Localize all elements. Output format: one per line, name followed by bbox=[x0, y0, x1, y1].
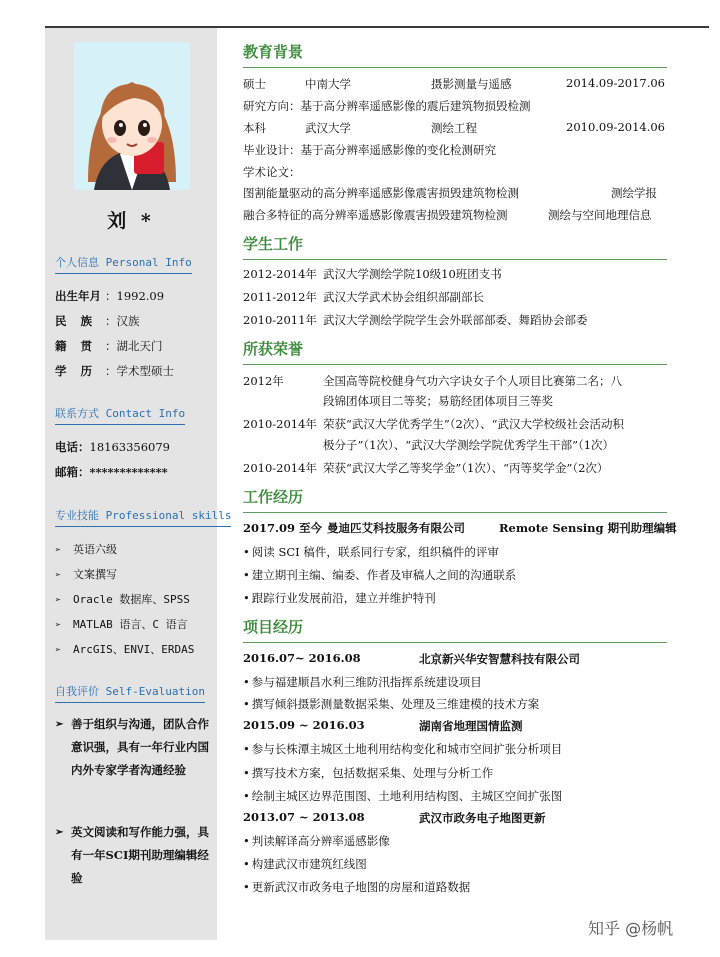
paper-title: 图割能量驱动的高分辨率遥感影像震害损毁建筑物检测 bbox=[243, 186, 519, 200]
sidebar bbox=[45, 28, 232, 940]
org: 北京新兴华安智慧科技有限公司 bbox=[419, 652, 580, 666]
section-title: 所获荣誉 bbox=[243, 340, 304, 358]
period: 2010.09-2014.06 bbox=[566, 120, 665, 134]
master-research: 研究方向：基于高分辨率遥感影像的震后建筑物损毁检测 bbox=[243, 99, 531, 113]
period: 2010-2014年 bbox=[243, 417, 317, 431]
project-bullet: • 参与福建顺昌水利三维防汛指挥系统建设项目 bbox=[243, 674, 482, 690]
arrow-bullet-icon: ➢ bbox=[55, 719, 64, 730]
school: 中南大学 bbox=[305, 77, 351, 91]
field-value: 1992.09 bbox=[116, 289, 165, 303]
avatar-illustration bbox=[74, 42, 190, 190]
arrow-bullet-icon: ➢ bbox=[55, 545, 62, 556]
arrow-bullet-icon: ➢ bbox=[55, 827, 64, 838]
skill-label: Oracle 数据库、SPSS bbox=[73, 593, 190, 606]
skill-item bbox=[55, 541, 117, 557]
project-bullet: • 更新武汉市政务电子地图的房屋和道路数据 bbox=[243, 879, 470, 895]
field-label: 学历 bbox=[55, 364, 106, 378]
paper-journal: 测绘与空间地理信息 bbox=[548, 208, 652, 222]
self-eval-heading: 自我评价 Self-Evaluation bbox=[55, 683, 205, 703]
skill-item bbox=[55, 641, 194, 657]
project-bullet: • 绘制主城区边界范围图、土地利用结构图、主城区空间扩张图 bbox=[243, 788, 562, 804]
role: Remote Sensing 期刊助理编辑 bbox=[499, 521, 677, 535]
desc: 武汉大学测绘学院10级10班团支书 bbox=[323, 267, 502, 281]
field-value: 学术型硕士 bbox=[116, 364, 174, 378]
email-value: ************* bbox=[89, 465, 168, 479]
period: 2016.07~ 2016.08 bbox=[243, 651, 361, 665]
section-title: 工作经历 bbox=[243, 488, 304, 506]
period: 2010-2011年 bbox=[243, 313, 317, 327]
email-row bbox=[55, 464, 168, 480]
section-title: 教育背景 bbox=[243, 43, 304, 61]
skill-label: 英语六级 bbox=[73, 543, 117, 556]
field-ethnicity: 民族：汉族 bbox=[55, 314, 140, 328]
field-origin: 籍贯：湖北天门 bbox=[55, 339, 163, 353]
desc: 武汉大学测绘学院学生会外联部部委、舞蹈协会部委 bbox=[323, 313, 588, 327]
eval-item bbox=[55, 713, 215, 782]
period: 2014.09-2017.06 bbox=[566, 76, 665, 90]
contact-heading: 联系方式 Contact Info bbox=[55, 405, 185, 425]
phone-label: 电话： bbox=[55, 440, 90, 454]
email-label: 邮箱： bbox=[55, 465, 90, 479]
desc: 荣获“武汉大学优秀学生”（2次）、“武汉大学校级社会活动积 bbox=[323, 417, 624, 431]
school: 武汉大学 bbox=[305, 121, 351, 135]
period: 2017.09 至今 bbox=[243, 521, 323, 535]
education-section-header bbox=[243, 41, 667, 68]
period: 2012年 bbox=[243, 374, 284, 388]
org: 湖南省地理国情监测 bbox=[419, 719, 523, 733]
company: 曼迪匹艾科技服务有限公司 bbox=[327, 521, 465, 535]
arrow-bullet-icon: ➢ bbox=[55, 595, 62, 606]
skill-item bbox=[55, 616, 188, 632]
field-birth: 出生年月 ：1992.09 bbox=[55, 289, 165, 303]
arrow-bullet-icon: ➢ bbox=[55, 570, 62, 581]
work-bullet: • 阅读 SCI 稿件，联系同行专家，组织稿件的评审 bbox=[243, 544, 499, 560]
degree: 本科 bbox=[243, 121, 266, 135]
field-label: 籍贯 bbox=[55, 339, 106, 353]
candidate-name: 刘 * bbox=[107, 210, 155, 232]
projects-section-header bbox=[243, 616, 667, 643]
period: 2010-2014年 bbox=[243, 461, 317, 475]
work-bullet: • 跟踪行业发展前沿，建立并维护特刊 bbox=[243, 590, 436, 606]
project-bullet: • 参与长株潭主城区土地利用结构变化和城市空间扩张分析项目 bbox=[243, 741, 562, 757]
period: 2015.09 ~ 2016.03 bbox=[243, 718, 365, 732]
section-title: 项目经历 bbox=[243, 618, 304, 636]
honors-section-header bbox=[243, 338, 667, 365]
desc: 段锦团体项目二等奖；易筋经团体项目三等奖 bbox=[323, 394, 553, 408]
section-title: 学生工作 bbox=[243, 235, 304, 253]
arrow-bullet-icon: ➢ bbox=[55, 645, 62, 656]
main-content bbox=[243, 0, 677, 957]
paper-journal: 测绘学报 bbox=[611, 186, 657, 200]
project-bullet: • 撰写倾斜摄影测量数据采集、处理及三维建模的技术方案 bbox=[243, 696, 539, 712]
period: 2012-2014年 bbox=[243, 267, 317, 281]
project-bullet: • 撰写技术方案，包括数据采集、处理与分析工作 bbox=[243, 765, 493, 781]
desc: 武汉大学武术协会组织部副部长 bbox=[323, 290, 484, 304]
skill-label: ArcGIS、ENVI、ERDAS bbox=[73, 643, 195, 656]
phone-value: 18163356079 bbox=[89, 440, 170, 454]
period: 2011-2012年 bbox=[243, 290, 317, 304]
period: 2013.07 ~ 2013.08 bbox=[243, 810, 365, 824]
skills-heading: 专业技能 Professional skills bbox=[55, 507, 231, 527]
work-section-header bbox=[243, 486, 667, 513]
eval-text: 善于组织与沟通，团队合作意识强，具有一年行业内国内外专家学者沟通经验 bbox=[71, 717, 209, 777]
papers-label: 学术论文： bbox=[243, 165, 301, 179]
desc: 荣获“武汉大学乙等奖学金”（1次）、“丙等奖学金”（2次） bbox=[323, 461, 609, 475]
major: 摄影测量与遥感 bbox=[431, 77, 512, 91]
field-education: 学历：学术型硕士 bbox=[55, 364, 174, 378]
skill-item bbox=[55, 591, 190, 607]
desc: 全国高等院校健身气功六字诀女子个人项目比赛第二名；八 bbox=[323, 374, 622, 388]
skill-item bbox=[55, 566, 117, 582]
field-value: 湖北天门 bbox=[116, 339, 163, 353]
student-work-section-header bbox=[243, 233, 667, 260]
bachelor-thesis: 毕业设计：基于高分辨率遥感影像的变化检测研究 bbox=[243, 143, 496, 157]
watermark: 知乎 @杨帆 bbox=[588, 919, 674, 938]
project-bullet: • 判读解译高分辨率遥感影像 bbox=[243, 833, 390, 849]
skill-label: MATLAB 语言、C 语言 bbox=[73, 618, 188, 631]
avatar bbox=[74, 42, 190, 190]
paper-title: 融合多特征的高分辨率遥感影像震害损毁建筑物检测 bbox=[243, 208, 508, 222]
field-label: 民族 bbox=[55, 314, 106, 328]
eval-item bbox=[55, 821, 215, 890]
desc: 极分子”（1次）、“武汉大学测绘学院优秀学生干部”（1次） bbox=[323, 438, 615, 452]
field-value: 汉族 bbox=[116, 314, 140, 328]
field-label: 出生年月 bbox=[55, 289, 101, 303]
major: 测绘工程 bbox=[431, 121, 477, 135]
project-bullet: • 构建武汉市建筑红线图 bbox=[243, 856, 367, 872]
work-bullet: • 建立期刊主编、编委、作者及审稿人之间的沟通联系 bbox=[243, 567, 516, 583]
org: 武汉市政务电子地图更新 bbox=[419, 811, 546, 825]
eval-text: 英文阅读和写作能力强，具有一年SCI期刊助理编辑经验 bbox=[71, 825, 209, 885]
phone-row bbox=[55, 439, 170, 455]
personal-info-heading: 个人信息 Personal Info bbox=[55, 254, 192, 274]
skill-label: 文案撰写 bbox=[73, 568, 117, 581]
degree: 硕士 bbox=[243, 77, 266, 91]
arrow-bullet-icon: ➢ bbox=[55, 620, 62, 631]
